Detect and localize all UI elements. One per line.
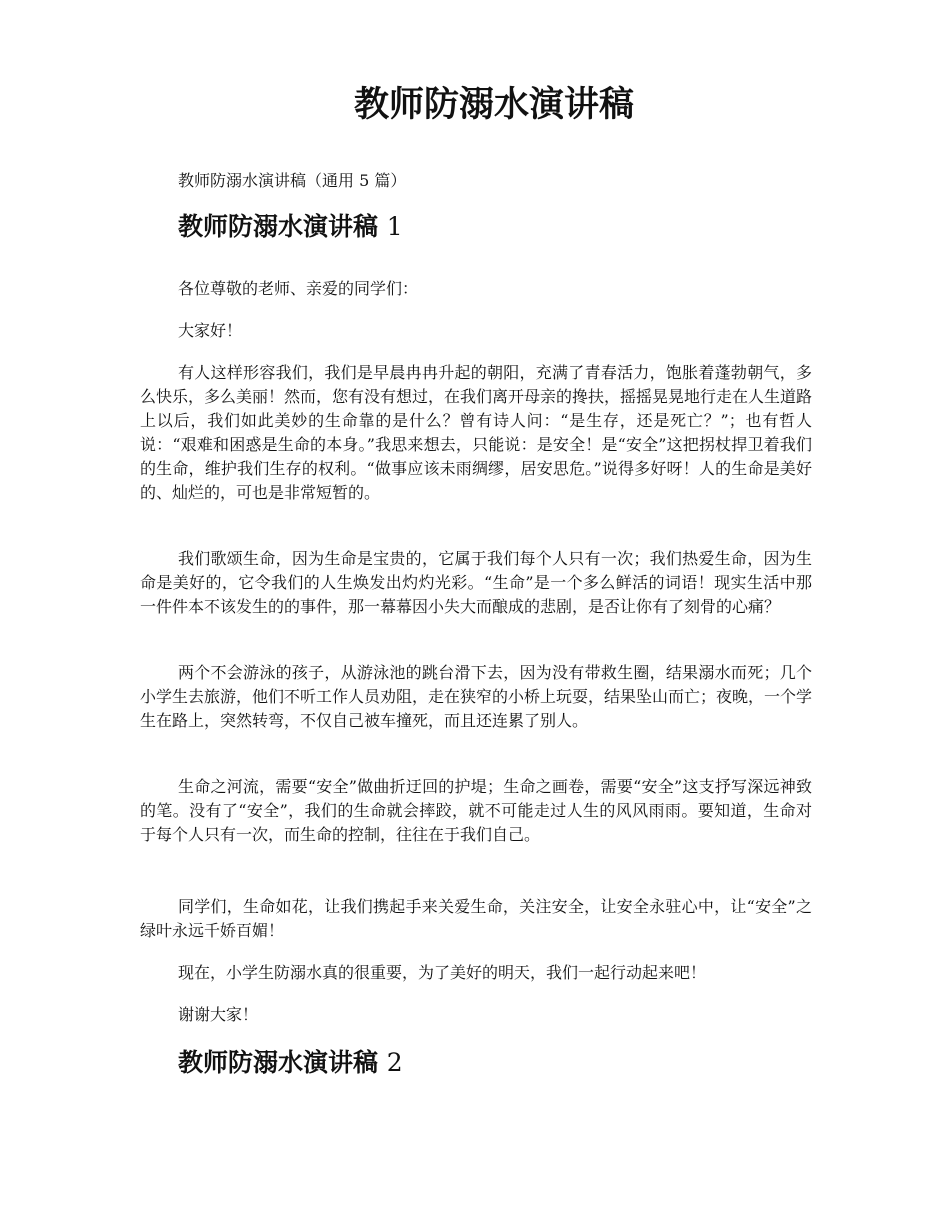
paragraph-body: 生命之河流，需要“安全”做曲折迂回的护堤；生命之画卷，需要“安全”这支抒写深远神致的笔。没有了“安全”，我们的生命就会摔跤，就不可能走过人生的风风雨雨。要知道，生命对于每个人只有一次，而生命的控制，往往在于我们自己。 <box>140 777 812 844</box>
paragraph-greeting: 各位尊敬的老师、亲爱的同学们： <box>178 279 419 298</box>
paragraph-body: 同学们，生命如花，让我们携起手来关爱生命，关注安全，让安全永驻心中，让“安全”之绿叶永远千娇百媚！ <box>140 897 812 940</box>
document-subtitle: 教师防溺水演讲稿（通用 5 篇） <box>178 171 407 190</box>
section-heading-text: 教师防溺水演讲稿 <box>178 1048 379 1077</box>
paragraph-body: 两个不会游泳的孩子，从游泳池的跳台滑下去，因为没有带救生圈，结果溺水而死；几个小学生去旅游，他们不听工作人员劝阻，走在狭窄的小桥上玩耍，结果坠山而亡；夜晚，一个学生在路上，突然转弯，不仅自己被车撞死，而且还连累了别人。 <box>140 663 813 730</box>
paragraph-body: 我们歌颂生命，因为生命是宝贵的，它属于我们每个人只有一次；我们热爱生命，因为生命是美好的，它令我们的人生焕发出灼灼光彩。“生命”是一个多么鲜活的词语！现实生活中那一件件本不该发生的的事件，那一幕幕因小失大而酿成的悲剧，是否让你有了刻骨的心痛？ <box>140 549 812 616</box>
document-title: 教师防溺水演讲稿 <box>353 84 634 125</box>
paragraph-body: 有人这样形容我们，我们是早晨冉冉升起的朝阳，充满了青春活力，饱胀着蓬勃朝气，多么快乐，多么美丽！然而，您有没有想过，在我们离开母亲的搀扶，摇摇晃晃地行走在人生道路上以后，我们如此美妙的生命靠的是什么？曾有诗人问：“是生存，还是死亡？”；也有哲人说：“艰难和困惑是生命的本身。”我思来想去，只能说：是安全！是“安全”这把拐杖捍卫着我们的生命，维护我们生存的权利。“做事应该未雨绸缪，居安思危。”说得多好呀！人的生命是美好的、灿烂的，可也是非常短暂的。 <box>140 363 813 502</box>
section-heading-text: 教师防溺水演讲稿 <box>178 212 379 241</box>
section-heading-number: 2 <box>386 1048 403 1077</box>
paragraph-thanks: 谢谢大家！ <box>178 1005 259 1024</box>
section-heading-2 <box>178 1045 403 1081</box>
section-heading-number: 1 <box>386 212 403 241</box>
paragraph-hello: 大家好！ <box>178 321 243 340</box>
section-heading-1 <box>178 209 403 245</box>
paragraph-body: 现在，小学生防溺水真的很重要，为了美好的明天，我们一起行动起来吧！ <box>178 963 707 982</box>
